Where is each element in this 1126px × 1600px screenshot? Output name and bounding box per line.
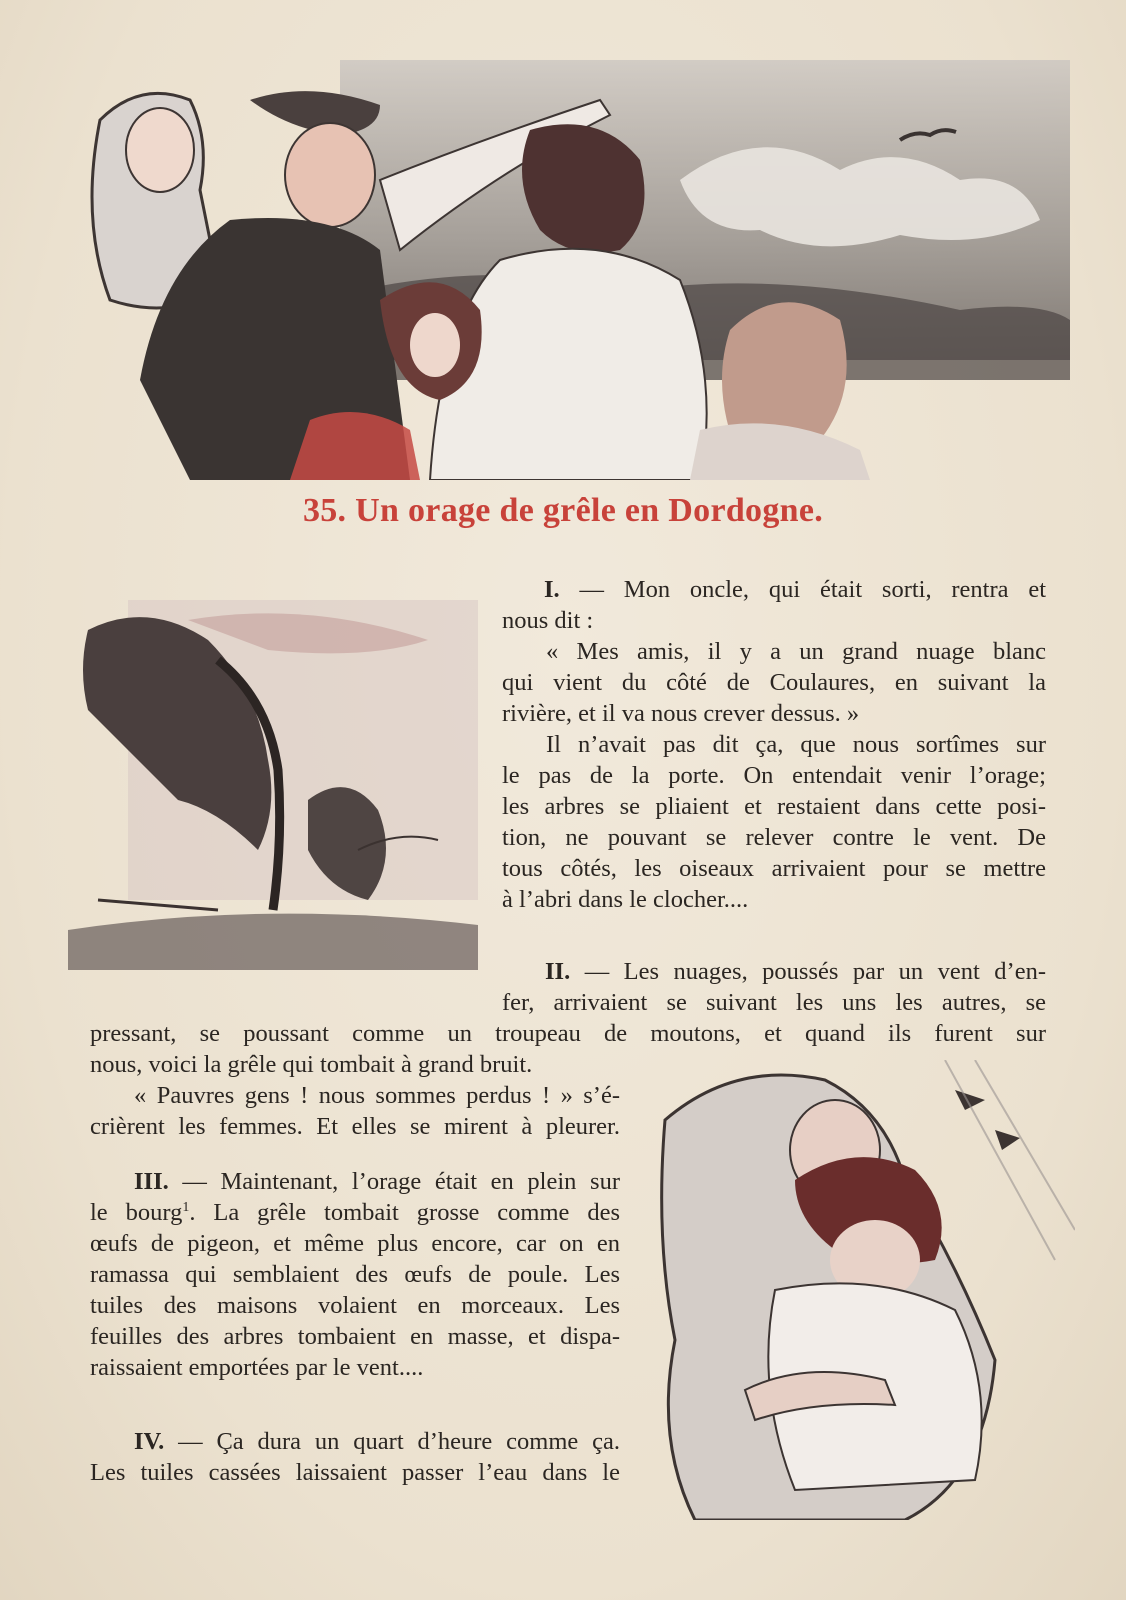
- section-3-line-5: tuiles des maisons volaient en morceaux. Les: [90, 1292, 620, 1319]
- section-2-line-2: fer, arrivaient se suivant les uns les autres, se: [502, 989, 1046, 1016]
- section-3-line-4: ramassa qui semblaient des œufs de poule. Les: [90, 1261, 620, 1288]
- section-1-line-3: « Mes amis, il y a un grand nuage blanc: [546, 638, 1046, 665]
- section-2-line-1: — Les nuages, poussés par un vent d’en-: [584, 958, 1046, 985]
- section-1-numeral: I.: [544, 576, 560, 603]
- section-2: [90, 956, 1046, 1080]
- section-4: [90, 1426, 620, 1488]
- section-1-line-8: les arbres se pliaient et restaient dans cette posi-: [502, 793, 1046, 820]
- section-3-line-3: œufs de pigeon, et même plus encore, car on en: [90, 1230, 620, 1257]
- section-3-line-2b: . La grêle tombait grosse comme des: [189, 1199, 620, 1226]
- section-2-line-5: « Pauvres gens ! nous sommes perdus ! » s’é-: [134, 1082, 620, 1109]
- section-1-line-5: rivière, et il va nous crever dessus. »: [502, 700, 860, 727]
- section-4-line-1: — Ça dura un quart d’heure comme ça.: [178, 1428, 621, 1455]
- section-3: [90, 1166, 620, 1383]
- section-4-numeral: IV.: [134, 1428, 165, 1455]
- section-1-line-9: tion, ne pouvant se relever contre le vent. De: [502, 824, 1046, 851]
- section-3-line-1: — Maintenant, l’orage était en plein sur: [182, 1168, 620, 1195]
- chapter-title: 35. Un orage de grêle en Dordogne.: [302, 492, 824, 529]
- section-2-numeral: II.: [545, 958, 571, 985]
- section-1-line-2: nous dit :: [502, 607, 594, 634]
- section-1: [502, 574, 1046, 915]
- section-1-line-11: à l’abri dans le clocher....: [502, 886, 749, 913]
- section-4-line-2: Les tuiles cassées laissaient passer l’eau dans le: [90, 1459, 620, 1486]
- section-1-line-6: Il n’avait pas dit ça, que nous sortîmes sur: [546, 731, 1046, 758]
- storm-family-illustration: [80, 60, 1070, 480]
- section-2-continued: [90, 1080, 620, 1142]
- section-1-line-4: qui vient du côté de Coulaures, en suivant la: [502, 669, 1046, 696]
- section-1-line-10: tous côtés, les oiseaux arrivaient pour se mettre: [502, 855, 1046, 882]
- footnote-marker: 1: [182, 1199, 190, 1215]
- section-2-line-6: crièrent les femmes. Et elles se mirent à pleurer.: [90, 1113, 620, 1140]
- section-1-line-7: le pas de la porte. On entendait venir l’orage;: [502, 762, 1046, 789]
- section-3-line-2a: le bourg: [90, 1199, 183, 1226]
- section-3-numeral: III.: [134, 1168, 169, 1195]
- tree-in-wind-illustration: [68, 600, 478, 970]
- section-2-line-4: nous, voici la grêle qui tombait à grand bruit.: [90, 1051, 533, 1078]
- women-weeping-illustration: [655, 1060, 1075, 1520]
- section-3-line-7: raissaient emportées par le vent....: [90, 1354, 424, 1381]
- section-3-line-6: feuilles des arbres tombaient en masse, et dispa-: [90, 1323, 620, 1350]
- section-1-line-1: — Mon oncle, qui était sorti, rentra et: [579, 576, 1047, 603]
- section-2-line-3: pressant, se poussant comme un troupeau de moutons, et quand ils furent sur: [90, 1020, 1046, 1047]
